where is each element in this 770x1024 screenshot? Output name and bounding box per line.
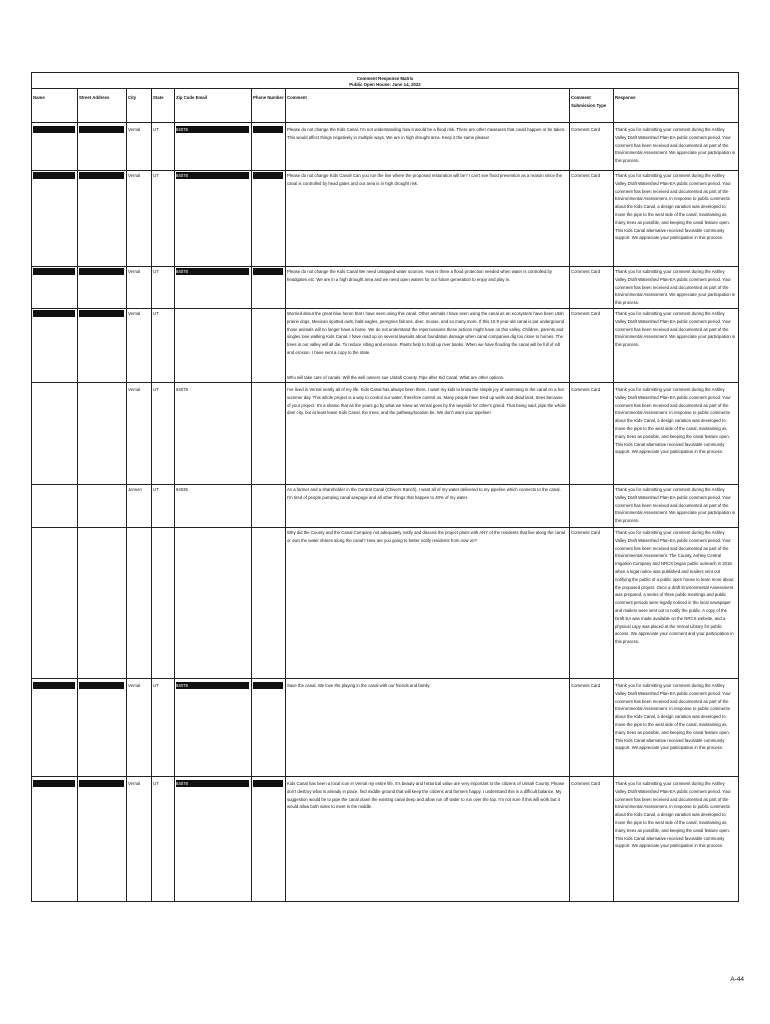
- redacted-phone: [253, 682, 283, 689]
- cell-comment: I've lived in Vernal nearly all of my life. Kids Canal has always been there. I want my kids to know the simple joy of swimming in the canal on a hot summer day. This whole project is a way to control our water, therefore control us. Many people have tried up wells and dead land, trees because of your project. It's a shame that as the years go by what we knew as Vernal goes by the wayside for other's greed. That being said, pipe the whole dam city, but at least leave Kids Canal, the trees, and the pathway/location be. We don't want your pipeline!: [287, 387, 566, 416]
- cell-city: Jensen: [128, 487, 142, 492]
- cell-city: Vernal: [128, 683, 141, 688]
- cell-state: UT: [153, 127, 159, 132]
- cell-response: Thank you for submitting your comment during the Ashley Valley Draft Watershed Plan-EA public comment period. Your comment has been received and documented as part of the Environmental Assessment. The County, Ashley Central Irrigation Company and NRCS began public outreach in 2018 when a legal notice was published and mailers sent out notifying the public of a public open house to learn more about the proposed project. Once a draft Environmental Assessment was prepared, a series of three public meetings and public comment periods were legally noticed in the local newspaper and mailers were sent out to notify the public. A copy of the Draft EA was made available on the NRCS website, and a physical copy was placed at the Vernal Library for public access. We appreciate your comment and your participation in this process.: [615, 530, 734, 645]
- redacted-name: [33, 780, 75, 787]
- cell-type: Comment Card: [571, 127, 601, 132]
- cell-zip: 84078: [176, 127, 188, 132]
- cell-state: UT: [153, 269, 159, 274]
- rule-title: [31, 88, 739, 89]
- rule-row-8: [31, 776, 739, 777]
- rule-row-5: [31, 484, 739, 485]
- header-city: City: [128, 95, 137, 100]
- cell-city: Vernal: [128, 269, 141, 274]
- col-rule-8: [613, 88, 614, 902]
- redacted-name: [33, 682, 75, 689]
- header-submission-type: Comment Submission Type: [571, 95, 607, 108]
- cell-type: Comment Card: [571, 387, 601, 392]
- cell-city: Vernal: [128, 387, 141, 392]
- cell-comment: As a farmer and a shareholder in the Central Canal (Chivers Ranch), I want all of my water delivered to my pipeline which connects to the canal. I'm tired of people pumping canal seepage and all other things that happen to 40% of my water.: [287, 487, 561, 500]
- header-state: State: [153, 95, 164, 100]
- cell-comment: Please do not change Kids Canal! Can you run the line where the proposed restoration will be? I can't see flood prevention as a reason since the canal is controlled by head gates and our area is in high drought risk.: [287, 173, 563, 186]
- rule-bottom: [31, 901, 739, 902]
- col-rule-7: [569, 88, 570, 902]
- redacted-phone: [253, 172, 283, 179]
- redacted-address: [79, 310, 124, 317]
- header-phone: Phone Number: [253, 95, 284, 100]
- cell-city: Vernal: [128, 311, 141, 316]
- cell-city: Vernal: [128, 173, 141, 178]
- redacted-address: [79, 268, 124, 275]
- cell-type: Comment Card: [571, 173, 601, 178]
- cell-comment: Why did the County and the Canal Company not adequately notify and discuss the project plans with ANY of the residents that live along the canal or own the water shares along the canal? How are you going to better notify residents from now on?: [287, 530, 565, 543]
- cell-comment-followup: Who will take care of canals. Will the well owners sue Uintah County. Pipe after Kid Canal. What are other options.: [287, 375, 505, 380]
- rule-top: [31, 72, 739, 73]
- col-rule-5: [251, 88, 252, 902]
- document-subtitle: Public Open House: June 14, 2022: [349, 82, 421, 87]
- col-rule-0: [31, 72, 32, 902]
- rule-row-1: [31, 170, 739, 171]
- header-zip-email: Zip Code Email: [176, 95, 208, 100]
- cell-comment: Kids Canal has been a local icon in Vernal my entire life. It's beauty and historical value are very important to the citizens of Uintah County. Please don't destroy what is already in place, find middle ground that will keep the citizens and farmers happy. I understand this is a difficult balance. My suggestion would be to pipe the canal down the existing canal deep and allow run off water to run over the top. I'm not sure if this will work but it would allow both sides to meet in the middle.: [287, 781, 565, 810]
- rule-header: [31, 122, 739, 123]
- cell-response: Thank you for submitting your comment during the Ashley Valley Draft Watershed Plan-EA public comment period. Your comment has been received and documented as part of the Environmental Assessment. In response to public comments about the Kids Canal, a design variation was developed to move the pipe to the west side of the canal, maintaining as many trees as possible, and keeping the canal feature open. This Kids Canal alternative received favorable community support. We appreciate your participation in this process.: [615, 683, 731, 751]
- comment-matrix-sheet: [31, 72, 739, 902]
- cell-state: UT: [153, 781, 159, 786]
- redacted-phone: [253, 268, 283, 275]
- cell-comment: Please do not change the Kids Canal, I'm not understanding how it would be a flood risk. There are other measures that could happen or be taken. This would affect things negatively in multiple ways. We are in high drought area. Keep it the same please!: [287, 127, 566, 140]
- cell-zip: 84078: [176, 781, 188, 786]
- rule-row-6: [31, 527, 739, 528]
- col-rule-6: [285, 88, 286, 902]
- cell-state: UT: [153, 173, 159, 178]
- page-number: A-44: [730, 976, 744, 983]
- redacted-name: [33, 172, 75, 179]
- cell-type: Comment Card: [571, 311, 601, 316]
- header-response: Response: [615, 95, 636, 100]
- redacted-address: [79, 780, 124, 787]
- document-title: Comment Response Matrix: [356, 76, 414, 81]
- redacted-address: [79, 172, 124, 179]
- redacted-name: [33, 268, 75, 275]
- redacted-address: [79, 682, 124, 689]
- cell-type: Comment Card: [571, 781, 601, 786]
- cell-state: UT: [153, 311, 159, 316]
- cell-comment: Please do not change the Kids Canal We need untapped water sources. How is there a flood protection needed when water is controlled by headgates etc. We are in a high drought area and we need open waters for our future generation to enjoy and play in.: [287, 269, 553, 282]
- cell-response: Thank you for submitting your comment during the Ashley Valley Draft Watershed Plan-EA public comment period. Your comment has been received and documented as part of the Environmental Assessment. We appreciate your participation in this process.: [615, 127, 736, 164]
- cell-type: Comment Card: [571, 683, 601, 688]
- redacted-name: [33, 310, 75, 317]
- cell-zip: 84078: [176, 269, 188, 274]
- cell-zip: 84035: [176, 487, 188, 492]
- cell-city: Vernal: [128, 127, 141, 132]
- header-name: Name: [33, 95, 45, 100]
- redacted-name: [33, 126, 75, 133]
- col-rule-1: [77, 88, 78, 902]
- redacted-phone: [253, 780, 283, 787]
- cell-state: UT: [153, 487, 159, 492]
- header-street-address: Street Address: [79, 95, 110, 100]
- cell-zip: 84078: [176, 387, 188, 392]
- cell-response: Thank you for submitting your comment during the Ashley Valley Draft Watershed Plan-EA public comment period. Your comment has been received and documented as part of the Environmental Assessment. We appreciate your participation in this process.: [615, 487, 736, 524]
- redacted-phone: [253, 126, 283, 133]
- cell-type: Comment Card: [571, 269, 601, 274]
- cell-state: UT: [153, 387, 159, 392]
- col-rule-4: [174, 88, 175, 902]
- rule-row-7: [31, 678, 739, 679]
- cell-type: Comment Card: [571, 530, 601, 535]
- header-comment: Comment: [287, 95, 307, 100]
- cell-response: Thank you for submitting your comment during the Ashley Valley Draft Watershed Plan-EA public comment period. Your comment has been received and documented as part of the Environmental Assessment. We appreciate your participation in this process.: [615, 311, 736, 348]
- cell-zip: 84078: [176, 683, 188, 688]
- cell-state: UT: [153, 683, 159, 688]
- rule-row-2: [31, 266, 739, 267]
- cell-response: Thank you for submitting your comment during the Ashley Valley Draft Watershed Plan-EA public comment period. Your comment has been received and documented as part of the Environmental Assessment. In response to public comments about the Kids Canal, a design variation was developed to move the pipe to the west side of the canal, maintaining as many trees as possible, and keeping the canal feature open. This Kids Canal alternative received favorable community support. We appreciate your participation in this process.: [615, 781, 731, 849]
- cell-comment: Worried about the great blue heron that I have seen using this canal. Other animals I have seen using the canal as an ecosystem have been Utah prairie dogs, Mexican spotted owls, bald eagles, peregrine falcons, deer, moose, and so many more. If this 10.9 year-old canal is put underground those animals will no longer have a home. We do not understand the repercussions these actions might have on this valley. Children, parents and singles love walking Kids Canal. I have read up on several lawsuits about foundation damage when canal companies dig too close to homes. The trees in our valley will all die. To reduce silting and erosion. Plants help to hold up river banks. When we have flooding the canal will be full of silt and erosion. I have sent a copy to the state.: [287, 311, 565, 355]
- col-rule-3: [151, 88, 152, 902]
- redacted-address: [79, 126, 124, 133]
- cell-response: Thank you for submitting your comment during the Ashley Valley Draft Watershed Plan-EA public comment period. Your comment has been received and documented as part of the Environmental Assessment. In response to public comments about the Kids Canal, a design variation was developed to move the pipe to the west side of the canal, maintaining as many trees as possible, and keeping the canal feature open. This Kids Canal alternative received favorable community support. We appreciate your participation in this process.: [615, 173, 731, 241]
- cell-zip: 84078: [176, 173, 188, 178]
- rule-row-3: [31, 308, 739, 309]
- cell-city: Vernal: [128, 781, 141, 786]
- cell-response: Thank you for submitting your comment during the Ashley Valley Draft Watershed Plan-EA public comment period. Your comment has been received and documented as part of the Environmental Assessment. In response to public comments about the Kids Canal, a design variation was developed to move the pipe to the west side of the canal, maintaining as many trees as possible, and keeping the canal feature open. This Kids Canal alternative received favorable community support. We appreciate your participation in this process.: [615, 387, 731, 455]
- cell-comment: Save the canal. We love the playing in the canal with our friends and family.: [287, 683, 431, 688]
- col-rule-2: [126, 88, 127, 902]
- cell-response: Thank you for submitting your comment during the Ashley Valley Draft Watershed Plan-EA public comment period. Your comment has been received and documented as part of the Environmental Assessment. We appreciate your participation in this process.: [615, 269, 736, 306]
- col-rule-9: [738, 72, 739, 902]
- rule-row-4: [31, 382, 739, 383]
